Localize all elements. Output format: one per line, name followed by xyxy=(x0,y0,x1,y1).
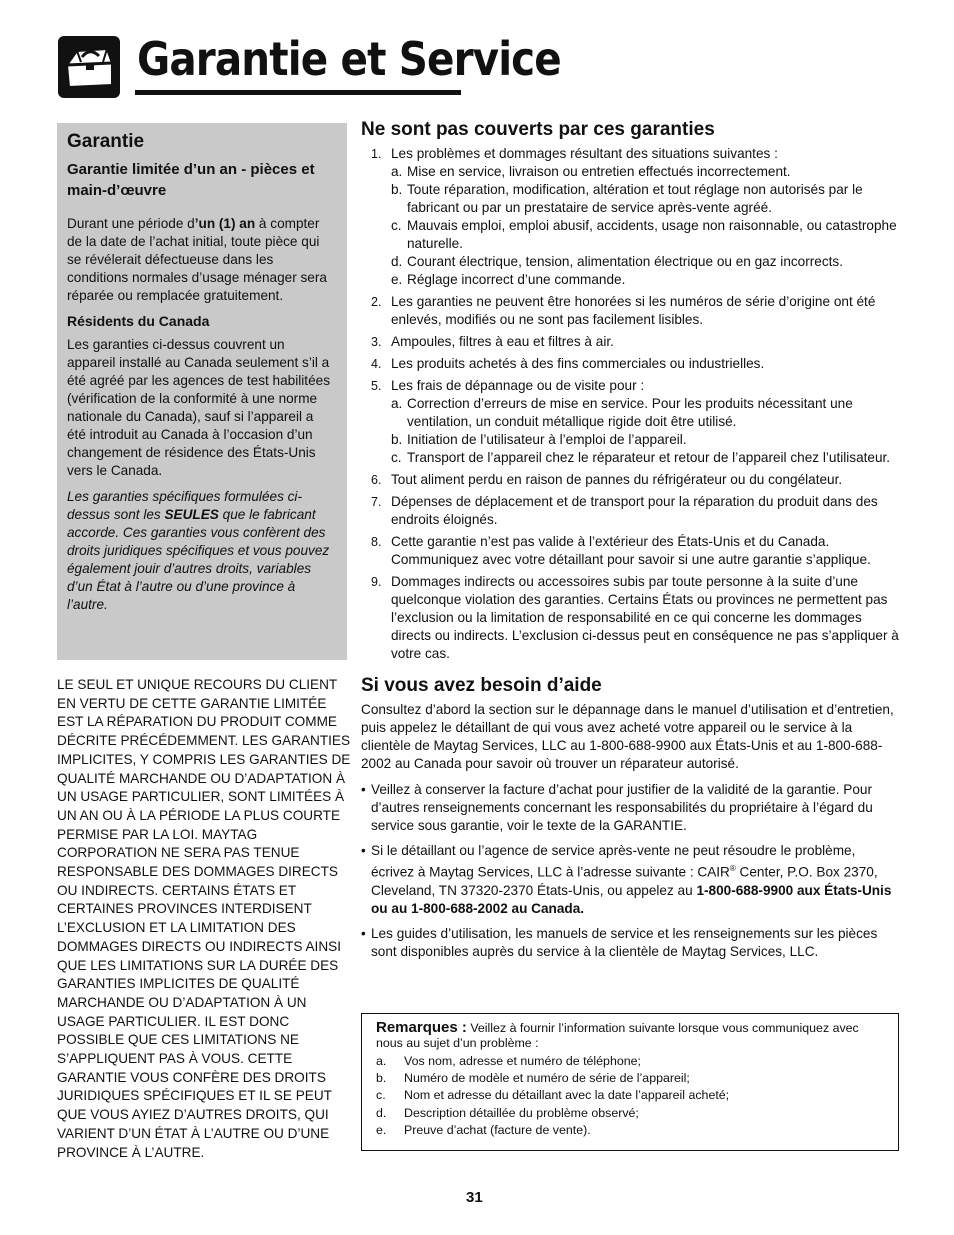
warranty-paragraph xyxy=(67,215,335,305)
sub-item xyxy=(391,271,901,289)
sub-item xyxy=(391,253,901,271)
sub-item-text: Mise en service, livraison ou entretien effectués incorrectement. xyxy=(407,164,791,179)
help-bullet-text: Les guides d’utilisation, les manuels de service et les renseignements sur les pièces sont disponibles auprès du service à la clientèle de Maytag Services, LLC. xyxy=(371,925,878,959)
not-covered-item xyxy=(361,333,901,351)
remarks-list xyxy=(376,1053,888,1139)
sub-item-letter: b. xyxy=(391,182,403,197)
remarks-item xyxy=(376,1087,888,1104)
not-covered-item xyxy=(361,355,901,373)
sub-item-letter: a. xyxy=(391,396,403,411)
sub-item-text: Toute réparation, modification, altération et tout réglage non autorisés par le fabricant ou par un prestataire de service après-vente agréé. xyxy=(407,182,863,215)
help-bullets xyxy=(361,781,901,961)
remarks-intro: Veillez à fournir l’information suivante lorsque vous communiquez avec nous au sujet d’un problème : xyxy=(376,1021,859,1050)
not-covered-item xyxy=(361,471,901,489)
not-covered-list xyxy=(361,145,901,663)
specific-warranty-note xyxy=(67,488,335,614)
remarks-item xyxy=(376,1053,888,1070)
warranty-heading: Garantie xyxy=(67,131,145,152)
canada-paragraph: Les garanties ci-dessus couvrent un appareil installé au Canada seulement s’il a été agréé par les agences de test habilitées (vérification de la conformité à une norme nationale du Canada), sauf si l’appareil a été introduit au Canada à l’occasion d’un changement de résidence des États-Unis vers le Canada. xyxy=(67,337,330,478)
help-bullet-text: Veillez à conserver la facture d’achat pour justifier de la validité de la garantie. Pour d’autres renseignements concernant les responsabilités du propriétaire à l’égard du service sous garantie, voir le texte de la GARANTIE. xyxy=(371,782,873,833)
help-heading: Si vous avez besoin d’aide xyxy=(361,675,602,696)
item-text: Tout aliment perdu en raison de pannes du réfrigérateur ou du congélateur. xyxy=(391,472,843,487)
not-covered-item xyxy=(361,493,901,529)
item-number: 3. xyxy=(371,335,382,349)
help-bullet-text: Center, P.O. Box 2370, Cleveland, TN 37320-2370 États-Unis, ou appelez au xyxy=(371,864,878,898)
item-text: Les garanties ne peuvent être honorées si les numéros de série d’origine ont été enlevés, modifiés ou ne sont pas facilement lisibles. xyxy=(391,294,876,327)
not-covered-item xyxy=(361,573,901,663)
remarks-item-letter: e. xyxy=(376,1122,387,1137)
help-intro: Consultez d’abord la section sur le dépannage dans le manuel d’utilisation et d’entretien, puis appelez le détaillant de qui vous avez acheté votre appareil ou le service à la clientèle de Maytag Services, LLC au 1-800-688-9900 aux États-Unis et au 1-800-688-2002 au Canada pour savoir où trouver un réparateur autorisé. xyxy=(361,702,894,771)
sub-item xyxy=(391,449,901,467)
sub-item-letter: b. xyxy=(391,432,403,447)
sub-item-letter: c. xyxy=(391,450,402,465)
sub-item xyxy=(391,431,901,449)
remarks-item-text: Nom et adresse du détaillant avec la date l’appareil acheté; xyxy=(404,1088,730,1103)
sub-item-text: Réglage incorrect d’une commande. xyxy=(407,272,626,287)
help-bullet-text: Si le détaillant ou l’agence de service après-vente ne peut résoudre le problème, écrivez à Maytag Services, LLC à l’adresse suivante : CAIR xyxy=(371,843,856,880)
page-number: 31 xyxy=(466,1189,483,1206)
page-title: Garantie et Service xyxy=(137,32,561,86)
remarks-item-text: Description détaillée du problème observé; xyxy=(404,1105,639,1120)
sub-item-text: Transport de l’appareil chez le réparateur et retour de l’appareil chez l’utilisateur. xyxy=(407,450,891,465)
liability-disclaimer: LE SEUL ET UNIQUE RECOURS DU CLIENT EN VERTU DE CETTE GARANTIE LIMITÉE EST LA RÉPARATION DU PRODUIT COMME DÉCRITE PRÉCÉDEMMENT. LES GARANTIES IMPLICITES, Y COMPRIS LES GARANTIES DE QUALITÉ MARCHANDE OU D’ADAPTATION À UN USAGE PARTICULIER, SONT LIMITÉES À UN AN OU À LA PÉRIODE LA PLUS COURTE PERMISE PAR LA LOI. MAYTAG CORPORATION NE SERA PAS TENUE RESPONSABLE DES DOMMAGES DIRECTS OU INDIRECTS. CERTAINS ÉTATS ET CERTAINES PROVINCES INTERDISENT L’EXCLUSION ET LA LIMITATION DES DOMMAGES DIRECTS OU INDIRECTS AINSI QUE LES LIMITATIONS SUR LA DURÉE DES GARANTIES IMPLICITES DE QUALITÉ MARCHANDE OU D’ADAPTATION À UN USAGE PARTICULIER. IL EST DONC POSSIBLE QUE CES LIMITATIONS NE S’APPLIQUENT PAS À VOUS. CETTE GARANTIE VOUS CONFÈRE DES DROITS JURIDIQUES SPÉCIFIQUES ET IL SE PEUT QUE VOUS AYIEZ D’AUTRES DROITS, QUI VARIENT D’UN ÉTAT À L’AUTRE OU D’UNE PROVINCE À L’AUTRE. xyxy=(57,677,351,1160)
toolbox-icon xyxy=(57,35,121,99)
warranty-paragraph-end: à compter de la date de l’achat initial, toute pièce qui se révélerait défectueuse dans les conditions normales d’usage ménager sera réparée ou remplacée gratuitement. xyxy=(67,216,327,303)
remarks-item-text: Preuve d’achat (facture de vente). xyxy=(404,1122,591,1137)
not-covered-heading: Ne sont pas couverts par ces garanties xyxy=(361,119,715,140)
warranty-period: ’un (1) an xyxy=(194,216,256,231)
item-text: Dommages indirects ou accessoires subis par toute personne à la suite d’une quelconque violation des garanties. Certains États ou provinces ne permettent pas l’exclusion ou la limitation de responsabilité en ce qui concerne les dommages directs ou indirects. L’exclusion ci-dessus peut en conséquence ne pas s’appliquer à votre cas. xyxy=(391,574,899,661)
item-number: 8. xyxy=(371,535,382,549)
remarks-label: Remarques : xyxy=(376,1019,467,1036)
remarks-box xyxy=(361,1013,899,1151)
remarks-item-text: Vos nom, adresse et numéro de téléphone; xyxy=(404,1054,641,1068)
not-covered-item xyxy=(361,533,901,569)
sub-item-letter: e. xyxy=(391,272,403,287)
item-number: 9. xyxy=(371,575,382,589)
remarks-item-letter: b. xyxy=(376,1071,387,1086)
right-column xyxy=(361,119,901,968)
remarks-item xyxy=(376,1122,888,1139)
remarks-header xyxy=(376,1020,888,1051)
registered-mark: ® xyxy=(729,864,736,873)
note-start: Les garanties spécifiques formulées ci-dessus sont les xyxy=(67,489,302,522)
not-covered-item xyxy=(361,145,901,289)
item-number: 2. xyxy=(371,295,382,309)
sub-item xyxy=(391,395,901,431)
sub-item-letter: d. xyxy=(391,254,403,269)
item-text: Cette garantie n’est pas valide à l’extérieur des États-Unis et du Canada. Communiquez avec votre détaillant pour savoir si une autre garantie s’applique. xyxy=(391,534,871,567)
remarks-item-text: Numéro de modèle et numéro de série de l’appareil; xyxy=(404,1071,690,1086)
item-text: Ampoules, filtres à eau et filtres à air. xyxy=(391,334,614,349)
warranty-paragraph-start: Durant une période d xyxy=(67,216,195,231)
note-end: que le fabricant accorde. Ces garanties vous confèrent des droits juridiques spécifiques et vous pouvez également jouir d’autres droits, variables d’un État à l’autre ou d’une province à l’autre. xyxy=(67,507,330,612)
sub-item xyxy=(391,181,901,217)
remarks-item-letter: a. xyxy=(376,1054,387,1068)
sub-item-text: Initiation de l’utilisateur à l’emploi de l’appareil. xyxy=(407,432,687,447)
sub-item-text: Correction d’erreurs de mise en service. Pour les produits nécessitant une ventilation, un conduit métallique rigide doit être utilisé. xyxy=(407,396,853,429)
item-number: 7. xyxy=(371,495,382,509)
sub-item-text: Mauvais emploi, emploi abusif, accidents, usage non raisonnable, ou catastrophe naturelle. xyxy=(407,218,897,251)
remarks-item-letter: c. xyxy=(376,1088,386,1103)
sub-item xyxy=(391,217,901,253)
not-covered-item xyxy=(361,377,901,467)
sub-item-letter: c. xyxy=(391,218,402,233)
warranty-subheading: Garantie limitée d’un an - pièces et main-d’œuvre xyxy=(67,161,315,199)
item-text: Dépenses de déplacement et de transport pour la réparation du produit dans des endroits éloignés. xyxy=(391,494,878,527)
item-number: 5. xyxy=(371,379,382,393)
note-emphasis: SEULES xyxy=(164,507,219,522)
phone-numbers: 1-800-688-9900 aux États-Unis ou au 1-800-688-2002 au Canada. xyxy=(371,882,892,916)
item-number: 4. xyxy=(371,357,382,371)
item-number: 1. xyxy=(371,147,382,161)
warranty-box xyxy=(57,123,347,660)
sub-item xyxy=(391,163,901,181)
canada-heading: Résidents du Canada xyxy=(67,313,210,329)
item-text: Les frais de dépannage ou de visite pour : xyxy=(391,378,645,393)
item-text: Les produits achetés à des fins commerciales ou industrielles. xyxy=(391,356,765,371)
help-bullet: • Les guides d’utilisation, les manuels de service et les renseignements sur les pièces sont disponibles auprès du service à la clientèle de Maytag Services, LLC. xyxy=(361,925,878,959)
sub-list xyxy=(391,163,901,289)
sub-item-letter: a. xyxy=(391,164,403,179)
remarks-item xyxy=(376,1070,888,1087)
help-bullet: • Si le détaillant ou l’agence de service après-vente ne peut résoudre le problème, écrivez à Maytag Services, LLC à l’adresse suivante : CAIR® Center, P.O. Box 2370, Cleveland, TN 37320-2370 États-Unis, ou appelez au 1-800-688-9900 aux États-Unis ou au 1-800-688-2002 au Canada. xyxy=(361,843,892,916)
item-text: Les problèmes et dommages résultant des situations suivantes : xyxy=(391,146,778,161)
sub-list xyxy=(391,395,901,467)
title-underline xyxy=(135,90,461,95)
remarks-item xyxy=(376,1105,888,1122)
help-bullet: • Veillez à conserver la facture d’achat pour justifier de la validité de la garantie. Pour d’autres renseignements concernant les responsabilités du propriétaire à l’égard du service sous garantie, voir le texte de la GARANTIE. xyxy=(361,782,873,833)
remarks-item-letter: d. xyxy=(376,1105,387,1120)
item-number: 6. xyxy=(371,473,382,487)
sub-item-text: Courant électrique, tension, alimentation électrique ou en gaz incorrects. xyxy=(407,254,844,269)
not-covered-item xyxy=(361,293,901,329)
